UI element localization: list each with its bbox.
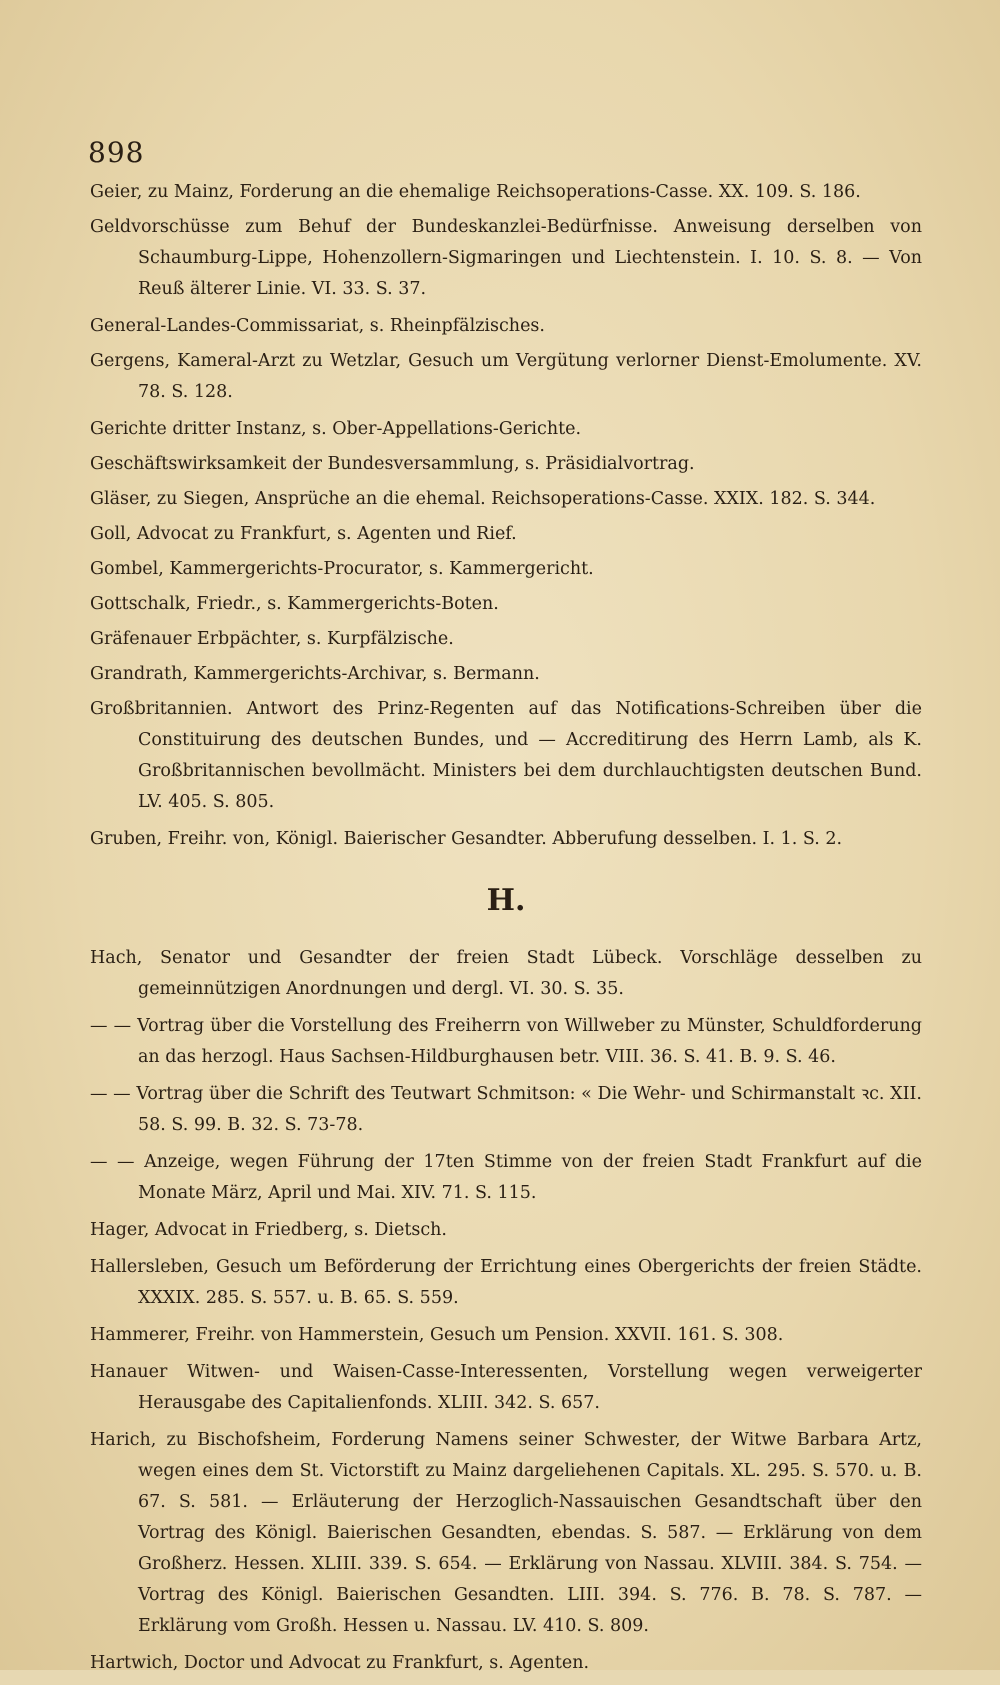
- index-entry: Großbritannien. Antwort des Prinz-Regenten auf das Notifications-Schreiben über die Constituirung des deutschen Bundes, und — Accreditirung des Herrn Lamb, als K. Großbritannischen bevollmächt. Ministers bei dem durchlauchtigsten deutschen Bund. LV. 405. S. 805.: [90, 699, 922, 812]
- index-entry: Gläser, zu Siegen, Ansprüche an die ehemal. Reichsoperations-Casse. XXIX. 182. S. 344.: [90, 489, 876, 509]
- index-entry: Grandrath, Kammergerichts-Archivar, s. Bermann.: [90, 664, 540, 684]
- index-entry: Hach, Senator und Gesandter der freien Stadt Lübeck. Vorschläge desselben zu gemeinnützigen Anordnungen und dergl. VI. 30. S. 35.: [90, 948, 922, 999]
- index-entry: Hallersleben, Gesuch um Beförderung der Errichtung eines Obergerichts der freien Städte. XXXIX. 285. S. 557. u. B. 65. S. 559.: [90, 1257, 922, 1308]
- index-entry: Hammerer, Freihr. von Hammerstein, Gesuch um Pension. XXVII. 161. S. 308.: [90, 1325, 784, 1345]
- index-entry: Gerichte dritter Instanz, s. Ober-Appellations-Gerichte.: [90, 419, 582, 439]
- index-entry: — — Vortrag über die Vorstellung des Freiherrn von Willweber zu Münster, Schuldforderung an das herzogl. Haus Sachsen-Hildburghausen betr. VIII. 36. S. 41. B. 9. S. 46.: [90, 1016, 922, 1067]
- index-entry: — — Vortrag über die Schrift des Teutwart Schmitson: « Die Wehr- und Schirmanstalt ꝛc. XII. 58. S. 99. B. 32. S. 73-78.: [90, 1084, 922, 1135]
- index-entry: Hager, Advocat in Friedberg, s. Dietsch.: [90, 1220, 447, 1240]
- index-entry: Gräfenauer Erbpächter, s. Kurpfälzische.: [90, 629, 454, 649]
- index-entry: Geschäftswirksamkeit der Bundesversammlung, s. Präsidialvortrag.: [90, 454, 695, 474]
- index-entry: Gottschalk, Friedr., s. Kammergerichts-Boten.: [90, 594, 499, 614]
- page-number: 898: [88, 136, 145, 169]
- index-entry: Geldvorschüsse zum Behuf der Bundeskanzlei-Bedürfnisse. Anweisung derselben von Schaumburg-Lippe, Hohenzollern-Sigmaringen und Liechtenstein. I. 10. S. 8. — Von Reuß älterer Linie. VI. 33. S. 37.: [90, 217, 922, 299]
- index-entry: Goll, Advocat zu Frankfurt, s. Agenten und Rief.: [90, 524, 517, 544]
- index-entry: Hartwich, Doctor und Advocat zu Frankfurt, s. Agenten.: [90, 1653, 590, 1673]
- index-entries: [90, 177, 922, 1685]
- index-entry: Geier, zu Mainz, Forderung an die ehemalige Reichsoperations-Casse. XX. 109. S. 186.: [90, 182, 861, 202]
- index-entry: Gombel, Kammergerichts-Procurator, s. Kammergericht.: [90, 559, 594, 579]
- section-heading: H.: [486, 883, 526, 918]
- index-entry: — — Anzeige, wegen Führung der 17ten Stimme von der freien Stadt Frankfurt auf die Monate März, April und Mai. XIV. 71. S. 115.: [90, 1152, 922, 1203]
- index-entry: Hanauer Witwen- und Waisen-Casse-Interessenten, Vorstellung wegen verweigerter Herausgabe des Capitalienfonds. XLIII. 342. S. 657.: [90, 1362, 922, 1413]
- index-entry: Gergens, Kameral-Arzt zu Wetzlar, Gesuch um Vergütung verlorner Dienst-Emolumente. XV. 78. S. 128.: [90, 351, 922, 402]
- index-entry: General-Landes-Commissariat, s. Rheinpfälzisches.: [90, 316, 545, 336]
- index-entry: Harich, zu Bischofsheim, Forderung Namens seiner Schwester, der Witwe Barbara Artz, wegen eines dem St. Victorstift zu Mainz dargeliehenen Capitals. XL. 295. S. 570. u. B. 67. S. 581. — Erläuterung der Herzoglich-Nassauischen Gesandtschaft über den Vortrag des Königl. Baierischen Gesandten, ebendas. S. 587. — Erklärung von dem Großherz. Hessen. XLIII. 339. S. 654. — Erklärung von Nassau. XLVIII. 384. S. 754. — Vortrag des Königl. Baierischen Gesandten. LIII. 394. S. 776. B. 78. S. 787. — Erklärung vom Großh. Hessen u. Nassau. LV. 410. S. 809.: [90, 1430, 922, 1636]
- index-entry: Gruben, Freihr. von, Königl. Baierischer Gesandter. Abberufung desselben. I. 1. S. 2.: [90, 829, 843, 849]
